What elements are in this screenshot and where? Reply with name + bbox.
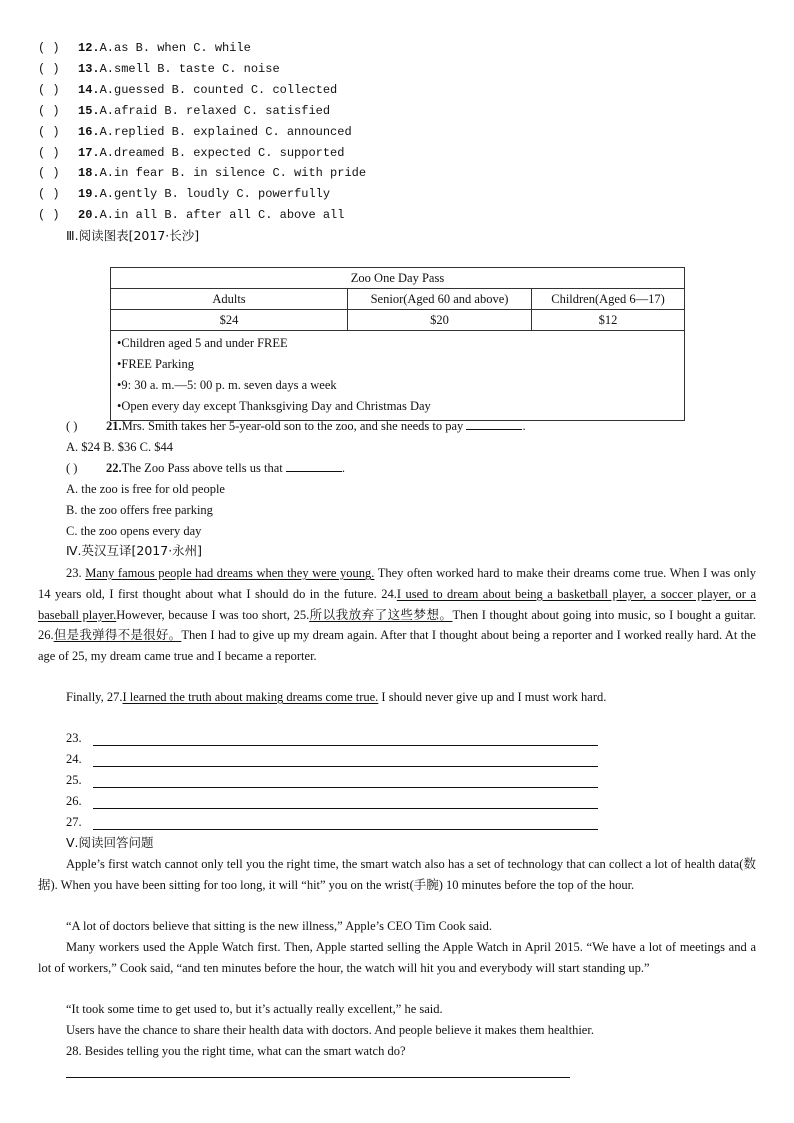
translation-paragraph-2: Finally, 27.I learned the truth about making dreams come true. I should never give up and I must work hard.: [66, 690, 607, 704]
header-senior: Senior(Aged 60 and above): [348, 289, 532, 310]
answer-label: 26.: [66, 794, 82, 808]
choice-12: ( ) 12.A.as B. when C. while: [38, 41, 251, 55]
section-3-title: Ⅲ.阅读图表[2017·长沙]: [66, 228, 200, 243]
sentence-23: Many famous people had dreams when they were young.: [85, 566, 375, 580]
note-item: •9: 30 a. m.—5: 00 p. m. seven days a week: [117, 378, 337, 392]
translation-paragraph-1: 23. Many famous people had dreams when they were young. They often worked hard to make their dreams come true. When I was only 14 years old, I first thought about what I should do in the future. 24.I used to dream about being a basketball player, a soccer player, or a baseball player.However, because I was too short, 25.所以我放弃了这些梦想。Then I thought about going into music, so I bought a guitar. 26.但是我弹得不是很好。Then I had to give up my dream again. After that I thought about being a reporter and I worked really hard. At the age of 25, my dream came true and I became a reporter.: [38, 566, 757, 664]
zoo-pass-table: [110, 267, 685, 421]
answer-blank[interactable]: [466, 417, 522, 430]
question-21: ( ) 21.Mrs. Smith takes her 5-year-old son to the zoo, and she needs to pay .: [66, 419, 526, 433]
sentence-25: 所以我放弃了这些梦想。: [309, 607, 453, 622]
header-adults: Adults: [111, 289, 348, 310]
question-22-option-b: B. the zoo offers free parking: [66, 503, 213, 517]
note-item: •FREE Parking: [117, 357, 194, 371]
sentence-24: I used to dream about being a basketball player, a soccer player, or a baseball player.: [38, 586, 756, 622]
price-children: $12: [532, 310, 685, 331]
note-item: •Children aged 5 and under FREE: [117, 336, 288, 350]
answer-line-24[interactable]: [93, 766, 598, 767]
sentence-27: I learned the truth about making dreams come true.: [122, 690, 379, 704]
reading-paragraph-4: “It took some time to get used to, but it’s actually really excellent,” he said.: [66, 1002, 443, 1016]
answer-label: 27.: [66, 815, 82, 829]
answer-line-26[interactable]: [93, 808, 598, 809]
answer-label: 24.: [66, 752, 82, 766]
question-21-options: A. $24 B. $36 C. $44: [66, 440, 173, 454]
answer-blank[interactable]: [286, 459, 342, 472]
answer-label: 25.: [66, 773, 82, 787]
note-item: •Open every day except Thanksgiving Day and Christmas Day: [117, 399, 431, 413]
choice-18: ( ) 18.A.in fear B. in silence C. with pride: [38, 166, 367, 180]
answer-label: 23.: [66, 731, 82, 745]
choice-19: ( ) 19.A.gently B. loudly C. powerfully: [38, 187, 331, 201]
answer-line-25[interactable]: [93, 787, 598, 788]
reading-paragraph-3: Many workers used the Apple Watch first. Then, Apple started selling the Apple Watch in April 2015. “We have a lot of meetings and a lot of workers,” Cook said, “and ten minutes before the hour, the watch will hit you and everybody will start standing up.”: [38, 940, 756, 975]
answer-line-23[interactable]: [93, 745, 598, 746]
question-22: ( ) 22.The Zoo Pass above tells us that .: [66, 461, 345, 475]
answer-line-27[interactable]: [93, 829, 598, 830]
section-5-title: Ⅴ.阅读回答问题: [66, 835, 154, 850]
choice-13: ( ) 13.A.smell B. taste C. noise: [38, 62, 280, 76]
price-senior: $20: [348, 310, 532, 331]
reading-paragraph-1: Apple’s first watch cannot only tell you the right time, the smart watch also has a set of technology that can collect a lot of health data(数据). When you have been sitting for too long, it will “hit” you on the wrist(手腕) 10 minutes before the top of the hour.: [38, 857, 756, 892]
question-22-option-a: A. the zoo is free for old people: [66, 482, 225, 496]
choice-20: ( ) 20.A.in all B. after all C. above all: [38, 208, 345, 222]
reading-paragraph-2: “A lot of doctors believe that sitting is the new illness,” Apple’s CEO Tim Cook said.: [66, 919, 493, 933]
choice-14: ( ) 14.A.guessed B. counted C. collected: [38, 83, 338, 97]
section-4-title: Ⅳ.英汉互译[2017·永州]: [66, 543, 203, 558]
price-adults: $24: [111, 310, 348, 331]
table-notes: [111, 331, 685, 421]
reading-paragraph-5: Users have the chance to share their health data with doctors. And people believe it makes them healthier.: [66, 1023, 594, 1037]
choice-15: ( ) 15.A.afraid B. relaxed C. satisfied: [38, 104, 331, 118]
header-children: Children(Aged 6—17): [532, 289, 685, 310]
question-28: 28. Besides telling you the right time, what can the smart watch do?: [66, 1044, 406, 1058]
choice-16: ( ) 16.A.replied B. explained C. announced: [38, 125, 352, 139]
choice-17: ( ) 17.A.dreamed B. expected C. supported: [38, 146, 345, 160]
answer-line-28[interactable]: [66, 1077, 570, 1078]
table-title: Zoo One Day Pass: [111, 268, 685, 289]
sentence-26: 但是我弹得不是很好。: [53, 628, 182, 643]
question-22-option-c: C. the zoo opens every day: [66, 524, 202, 538]
